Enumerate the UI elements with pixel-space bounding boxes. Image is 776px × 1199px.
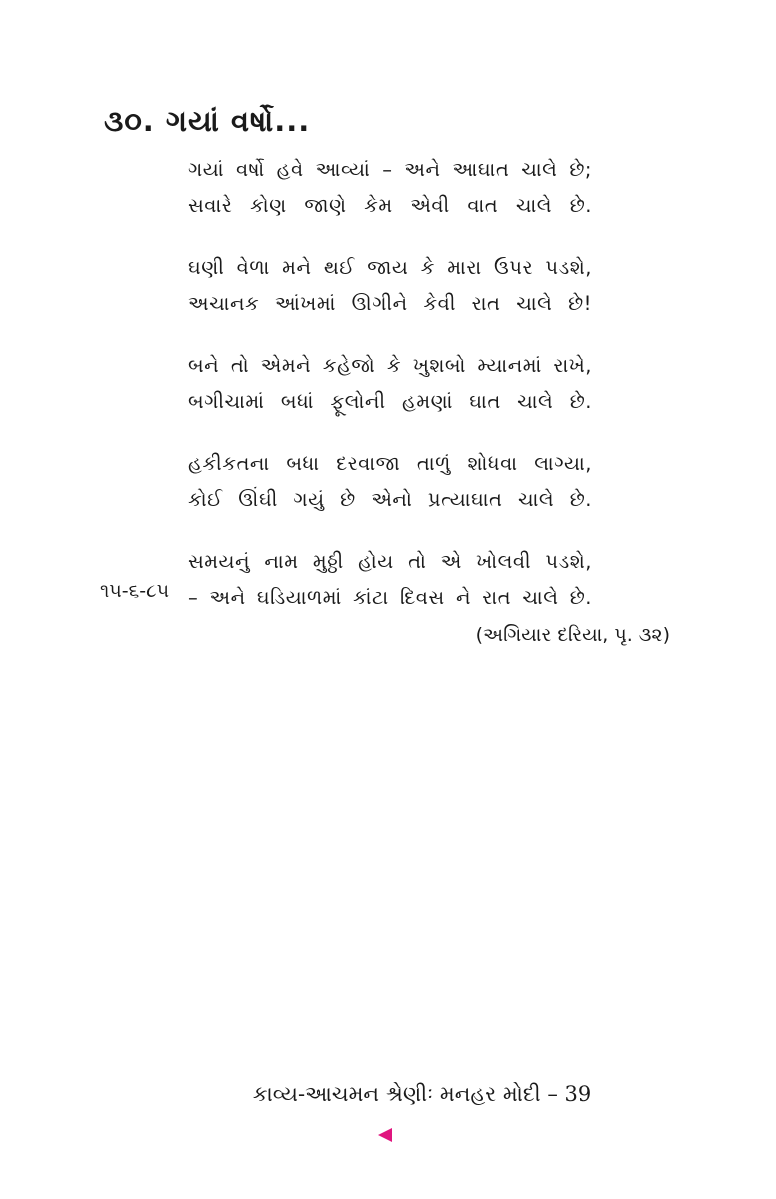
stanza-3 (188, 348, 592, 420)
poem-line: સવારે કોણ જાણે કેમ એવી વાત ચાલે છે. (188, 194, 592, 217)
poem-date: ૧૫-૬-૮૫ (100, 580, 170, 602)
stanza-4 (188, 446, 592, 518)
poem-body (188, 152, 592, 642)
stanza-5 (188, 544, 592, 616)
poem-source: (અગિયાર દરિયા, પૃ. ૩૨) (475, 624, 670, 646)
poem-line: – અને ઘડિયાળમાં કાંટા દિવસ ને રાત ચાલે છે. (188, 586, 592, 609)
poem-line: ગયાં વર્ષો હવે આવ્યાં – અને આઘાત ચાલે છે; (188, 158, 592, 181)
poem-line: અચાનક આંખમાં ઊગીને કેવી રાત ચાલે છે! (188, 292, 592, 315)
poem-line: બગીચામાં બધાં ફૂલોની હમણાં ઘાત ચાલે છે. (188, 390, 592, 413)
page-footer (0, 1082, 776, 1107)
footer-text: કાવ્ય-આચમન શ્રેણીઃ મનહર મોદી – 39 (252, 1082, 592, 1106)
poem-line: બને તો એમને કહેજો કે ખુશબો મ્યાનમાં રાખે, (188, 354, 592, 377)
stanza-1 (188, 152, 592, 224)
left-triangle-icon (378, 1128, 392, 1142)
poem-line: હકીકતના બધા દરવાજા તાળું શોધવા લાગ્યા, (188, 452, 592, 475)
poem-line: સમયનું નામ મુઠ્ઠી હોય તો એ ખોલવી પડશે, (188, 550, 592, 573)
poem-title: ૩૦. ગયાં વર્ષો... (104, 104, 311, 138)
stanza-2 (188, 250, 592, 322)
poem-line: કોઈ ઊંઘી ગયું છે એનો પ્રત્યાઘાત ચાલે છે. (188, 488, 592, 511)
poem-line: ઘણી વેળા મને થઈ જાય કે મારા ઉપર પડશે, (188, 256, 592, 279)
